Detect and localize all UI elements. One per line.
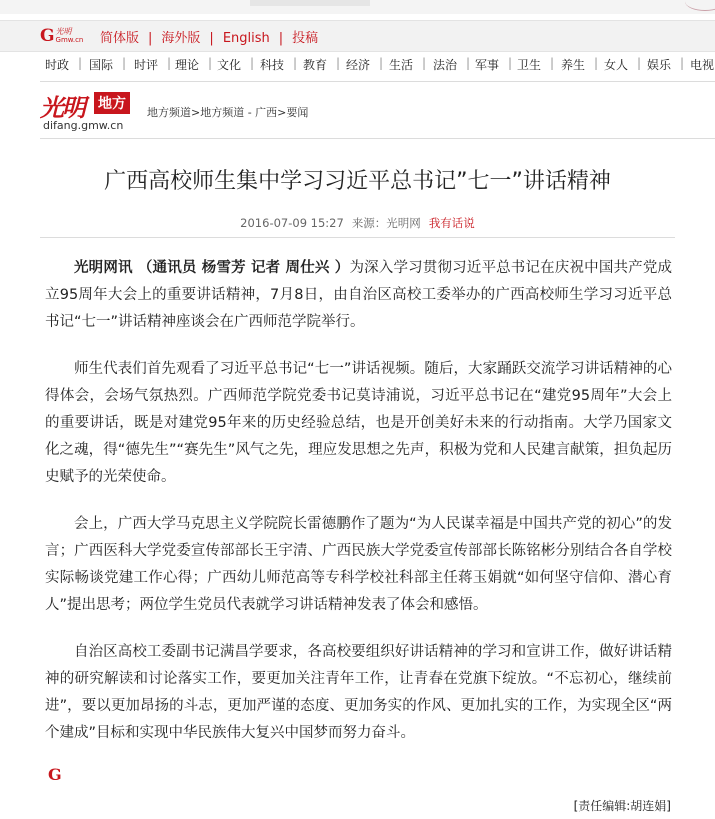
channel-link[interactable]: 娱乐: [647, 58, 672, 72]
channel-link[interactable]: 养生: [561, 58, 586, 72]
article-body: [45, 255, 672, 767]
link-separator: |: [278, 31, 284, 46]
channel-separator: |: [293, 56, 298, 70]
gmw-logo-g-icon: G: [40, 26, 55, 46]
channel-separator: |: [680, 56, 685, 70]
gmw-logo[interactable]: [40, 28, 83, 44]
channel-link[interactable]: 军事: [475, 58, 500, 72]
gmw-logo-glyph: 光明: [55, 27, 72, 36]
channel-separator: |: [594, 56, 599, 70]
article-paragraph: 自治区高校工委副书记满昌学要求，各高校要组织好讲话精神的学习和宣讲工作，做好讲话精神的研究解读和讨论落实工作，要更加关注青年工作，让青春在党旗下绽放。“不忘初心，继续前进”，要以更加昂扬的斗志，更加严谨的态度、更加务实的作风、更加扎实的工作，为实现全区“两个建成”目标和实现中华民族伟大复兴中国梦而努力奋斗。: [45, 644, 672, 741]
channel-link[interactable]: 卫生: [517, 58, 542, 72]
end-mark-g-icon: G: [48, 765, 62, 784]
difang-logo[interactable]: [40, 86, 140, 132]
channel-link[interactable]: 经济: [346, 58, 371, 72]
channel-separator: |: [508, 56, 513, 70]
article-meta: [0, 215, 715, 231]
article-source: 来源：光明网: [351, 216, 421, 230]
channel-separator: |: [336, 56, 341, 70]
language-links: [100, 27, 318, 46]
link-submit[interactable]: 投稿: [292, 31, 319, 46]
editor-credit: [责任编辑:胡连娟]: [573, 799, 671, 813]
article-paragraph: 会上，广西大学马克思主义学院院长雷德鹏作了题为“为人民谋幸福是中国共产党的初心”的发言；广西医科大学党委宣传部部长王宇清、广西民族大学党委宣传部部长陈铭彬分别结合各自学校实际畅谈党建工作心得；广西幼儿师范高等专科学校社科部主任蒋玉娟就“如何坚守信仰、潜心育人”提出思考；两位学生党员代表就学习讲话精神发表了体会和感悟。: [45, 516, 672, 613]
article-lead-bold: 光明网讯 （通讯员 杨雪芳 记者 周仕兴 ）: [74, 260, 350, 276]
channel-link[interactable]: 科技: [260, 58, 285, 72]
channel-separator: |: [122, 56, 127, 70]
channel-separator: |: [208, 56, 213, 70]
top-strip-fade: [250, 0, 370, 6]
link-separator: |: [209, 31, 214, 46]
channel-separator: |: [167, 56, 172, 70]
breadcrumb-divider: [40, 138, 715, 139]
channel-separator: |: [422, 56, 427, 70]
channel-separator: |: [250, 56, 255, 70]
channel-link[interactable]: 时政: [45, 58, 70, 72]
link-simplified[interactable]: 简体版: [100, 31, 140, 46]
breadcrumb-text: 地方频道>地方频道 - 广西>要闻: [147, 106, 309, 119]
link-english[interactable]: English: [222, 31, 270, 46]
article-date: 2016-07-09 15:27: [240, 216, 344, 230]
channel-link[interactable]: 教育: [303, 58, 328, 72]
gmw-logo-text: [56, 28, 84, 44]
channel-link[interactable]: 理论: [175, 58, 200, 72]
channel-link[interactable]: 法治: [433, 58, 458, 72]
breadcrumb[interactable]: [147, 104, 308, 120]
difang-logo-badge: 地方: [94, 92, 130, 114]
article-lead-text: 为深入学习贯彻习近平总书记在庆祝中国共产党成立95周年大会上的重要讲话精神，7月8日，由自治区高校工委举办的广西高校师生学习习近平总书记“七一”讲话精神座谈会在广西师范学院举行。: [45, 260, 672, 330]
channel-link[interactable]: 时评: [134, 58, 159, 72]
link-overseas[interactable]: 海外版: [161, 31, 201, 46]
article-paragraph-lead: [45, 255, 672, 336]
difang-logo-url: difang.gmw.cn: [43, 119, 124, 132]
channel-link[interactable]: 生活: [389, 58, 414, 72]
channel-link[interactable]: 女人: [604, 58, 629, 72]
channel-separator: |: [466, 56, 471, 70]
channel-divider: [40, 81, 715, 82]
article-title: 广西高校师生集中学习习近平总书记”七一”讲话精神: [104, 169, 611, 194]
channel-separator: |: [379, 56, 384, 70]
gmw-logo-domain: Gmw.cn: [55, 36, 84, 44]
channel-link[interactable]: 电视: [690, 58, 715, 72]
difang-logo-main: 光明: [40, 93, 84, 122]
channel-link[interactable]: 国际: [89, 58, 114, 72]
channel-separator: |: [78, 56, 83, 70]
article-paragraph: 师生代表们首先观看了习近平总书记“七一”讲话视频。随后，大家踊跃交流学习讲话精神的心得体会，会场气氛热烈。广西师范学院党委书记莫诗浦说，习近平总书记在“建党95周年”大会上的重要讲话，既是对建党95年来的历史经验总结，也是开创美好未来的行动指南。大学乃国家文化之魂，得“德先生”“赛先生”风气之先，理应发思想之先声，积极为党和人民建言献策，担负起历史赋予的光荣使命。: [45, 361, 672, 485]
channel-link[interactable]: 文化: [217, 58, 242, 72]
title-divider: [40, 237, 675, 238]
top-strip-curve: [685, 0, 715, 11]
channel-nav: [0, 56, 715, 74]
channel-separator: |: [637, 56, 642, 70]
channel-separator: |: [550, 56, 555, 70]
top-strip: [0, 0, 715, 14]
language-bar: [0, 20, 715, 52]
comment-link[interactable]: 我有话说: [428, 216, 475, 230]
link-separator: |: [148, 31, 153, 46]
